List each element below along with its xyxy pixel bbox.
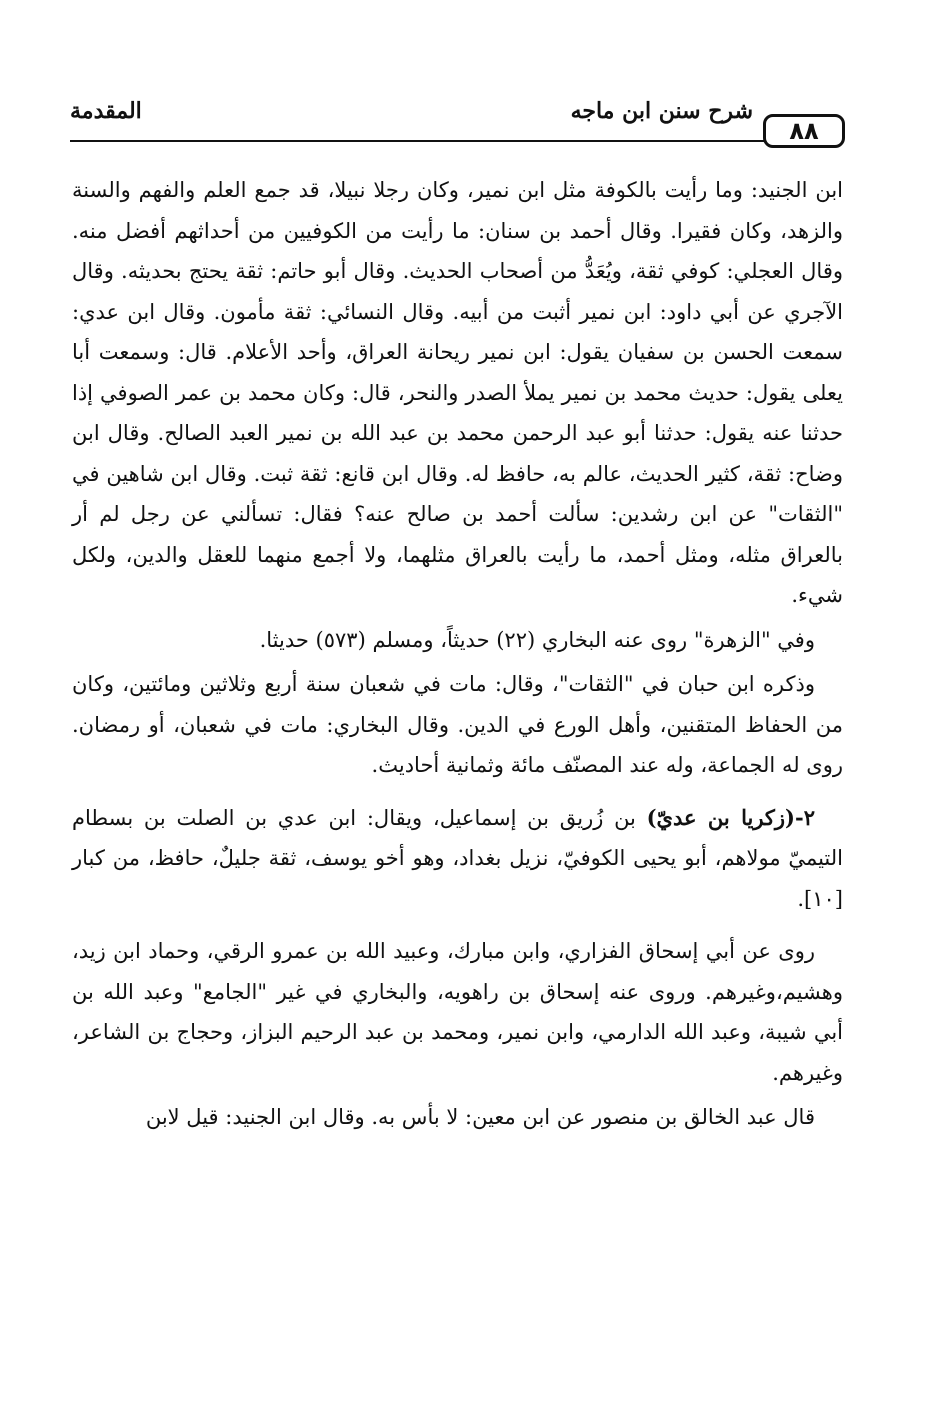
entry-heading: ٢-(زكريا بن عديّ) bbox=[646, 804, 815, 830]
paragraph-2: وفي "الزهرة" روى عنه البخاري (٢٢) حديثاً، ومسلم (٥٧٣) حديثا. bbox=[259, 627, 815, 652]
paragraph-5: روى عن أبي إسحاق الفزاري، وابن مبارك، وعبيد الله بن عمرو الرقي، وحماد ابن زيد، وهشيم،وغيرهم. وروى عنه إسحاق بن راهويه، والبخاري في غير "الجامع" وعبد الله بن أبي شيبة، وعبد الله الدارمي، وابن نمير، ومحمد بن عبد الرحيم البزاز، وحجاج بن الشاعر، وغيرهم. bbox=[72, 939, 843, 1085]
page-body bbox=[72, 170, 843, 1142]
paragraph-4 bbox=[72, 798, 843, 920]
page-number: ٨٨ bbox=[789, 117, 819, 145]
page-header bbox=[70, 88, 845, 152]
book-title: شرح سنن ابن ماجه bbox=[570, 98, 753, 124]
paragraph-6: قال عبد الخالق بن منصور عن ابن معين: لا بأس به. وقال ابن الجنيد: قيل لابن bbox=[145, 1105, 815, 1129]
section-title: المقدمة bbox=[70, 98, 142, 124]
paragraph-3: وذكره ابن حبان في "الثقات"، وقال: مات في شعبان سنة أربع وثلاثين ومائتين، وكان من الحفاظ المتقنين، وأهل الورع في الدين. وقال البخاري: مات في شعبان، أو رمضان. روى له الجماعة، وله عند المصنّف مائة وثمانية أحاديث. bbox=[72, 672, 843, 777]
header-divider bbox=[70, 140, 765, 142]
entry-text: بن زُريق بن إسماعيل، ويقال: ابن عدي بن الصلت بن بسطام التيميّ مولاهم، أبو يحيى الكوفيّ، نزيل بغداد، وهو أخو يوسف، ثقة جليلٌ، حافظ، من كبار [١٠]. bbox=[72, 805, 843, 911]
page-number-box bbox=[763, 114, 845, 148]
paragraph-1: ابن الجنيد: وما رأيت بالكوفة مثل ابن نمير، وكان رجلا نبيلا، قد جمع العلم والفهم والسنة والزهد، وكان فقيرا. وقال أحمد بن سنان: ما رأيت من الكوفيين من أحداثهم أفضل منه. وقال العجلي: كوفي ثقة، ويُعَدُّ من أصحاب الحديث. وقال أبو حاتم: ثقة يحتج بحديثه. وقال الآجري عن أبي داود: ابن نمير أثبت من أبيه. وقال النسائي: ثقة مأمون. وقال ابن عدي: سمعت الحسن بن سفيان يقول: ابن نمير ريحانة العراق، وأحد الأعلام. قال: وسمعت أبا يعلى يقول: حديث محمد بن نمير يملأ الصدر والنحر، قال: وكان محمد بن عمر الصوفي إذا حدثنا عنه يقول: حدثنا أبو عبد الرحمن محمد بن عبد الله بن نمير العبد الصالح. وقال ابن وضاح: ثقة، كثير الحديث، عالم به، حافظ له. وقال ابن قانع: ثقة ثبت. وقال ابن شاهين في "الثقات" عن ابن رشدين: سألت أحمد بن صالح عنه؟ فقال: تسألني عن رجل لم أر بالعراق مثله، ومثل أحمد، ما رأيت بالعراق مثلهما، ولا أجمع منهما للعقل والدين، ولكل شيء. bbox=[72, 178, 843, 607]
